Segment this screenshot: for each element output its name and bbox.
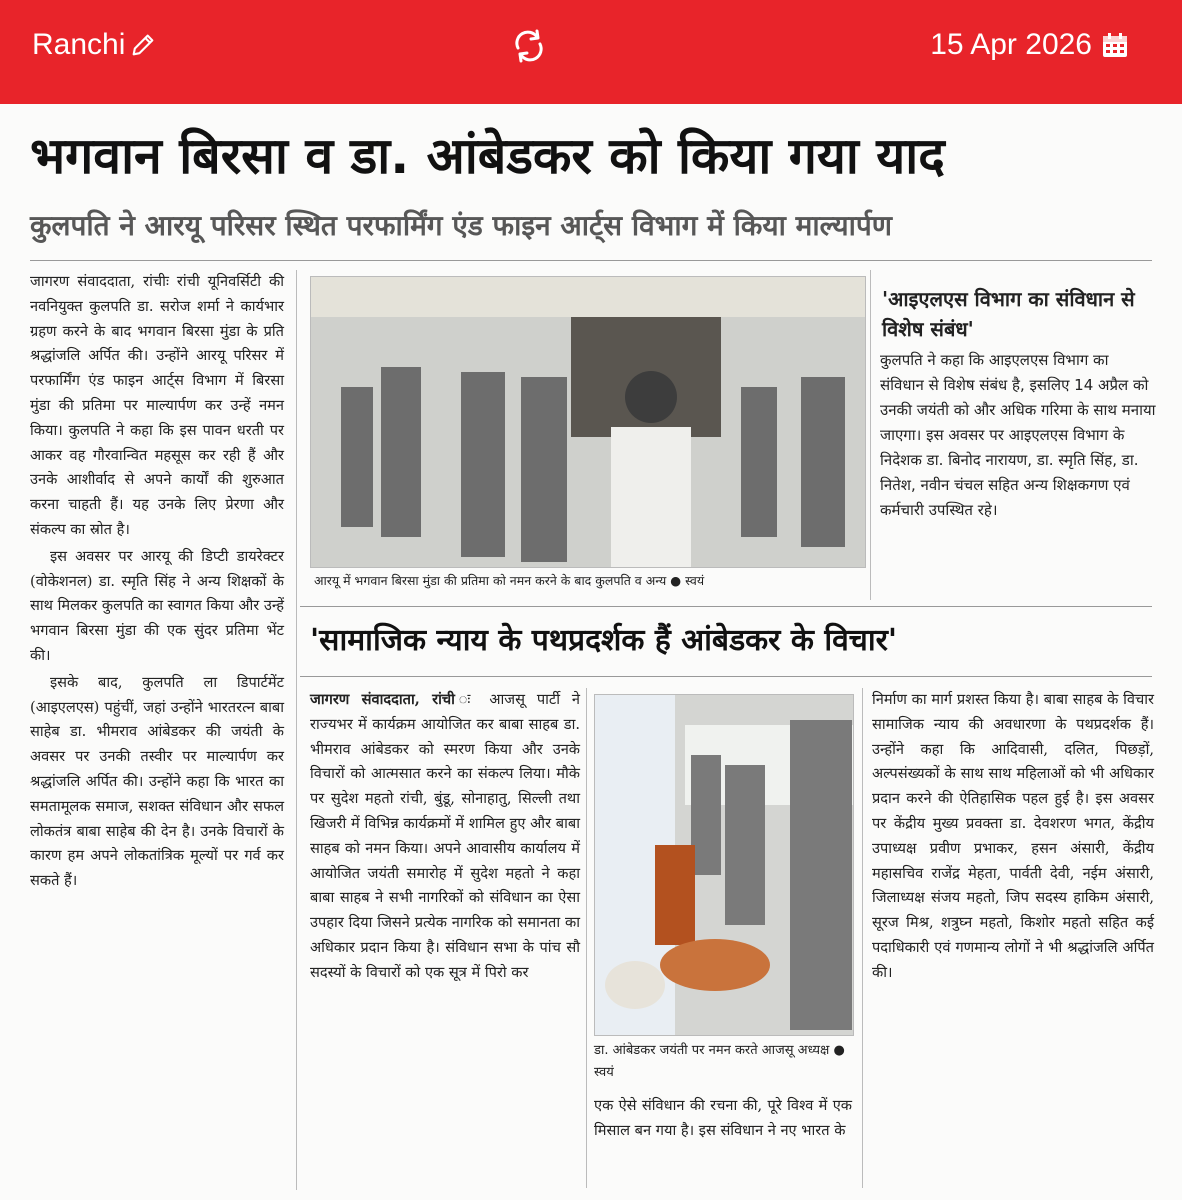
refresh-icon[interactable] <box>509 26 549 66</box>
dateline: जागरण संवाददाता, रांची <box>310 691 455 708</box>
paragraph: एक ऐसे संविधान की रचना की, पूरे विश्व में एक मिसाल बन गया है। इस संविधान ने नए भारत के <box>594 1097 852 1139</box>
box-headline: 'आइएलएस विभाग का संविधान से विशेष संबंध' <box>882 287 1135 341</box>
article-headline: भगवान बिरसा व डा. आंबेडकर को किया गया याद <box>30 127 945 185</box>
city-selector[interactable] <box>32 28 157 62</box>
paragraph: इसके बाद, कुलपति ला डिपार्टमेंट (आइएलएस) पहुंचीं, जहां उन्होंने भारतरत्न बाबा साहेब डा. भीमराव आंबेडकर की जयंती के अवसर पर उनकी तस्वीर पर माल्यार्पण कर श्रद्धांजलि अर्पित की। उन्होंने कहा कि भारत का समतामूलक समाज, सशक्त संविधान और सफल लोकतंत्र बाबा साहेब की देन है। उनके विचारों के कारण हम अपने लोकतांत्रिक मूल्यों पर गर्व कर सकते हैं। <box>30 673 284 890</box>
article2-headline: 'सामाजिक न्याय के पथप्रदर्शक हैं आंबेडकर के विचार' <box>310 623 898 658</box>
article-subheadline: कुलपति ने आरयू परिसर स्थित परफार्मिंग एंड फाइन आर्ट्स विभाग में किया माल्यार्पण <box>30 209 893 242</box>
paragraph: निर्माण का मार्ग प्रशस्त किया है। बाबा साहब के विचार सामाजिक न्याय की अवधारणा के पथप्रदर्शक हैं। उन्होंने कहा कि आदिवासी, दलित, पिछड़ों, अल्पसंख्यकों के साथ साथ महिलाओं को भी अधिकार प्रदान करने की ऐतिहासिक पहल हुई है। इस अवसर पर केंद्रीय मुख्य प्रवक्ता डा. देवशरण भगत, केंद्रीय उपाध्यक्ष प्रवीण प्रभाकर, हसन अंसारी, केंद्रीय महासचिव राजेंद्र मेहता, पार्वती देवी, नईम अंसारी, जिलाध्यक्ष संजय महतो, जिप सदस्य हाकिम अंसारी, सूरज मिश्र, शत्रुघ्न महतो, किशोर महतो सहित कई पदाधिकारी एवं गणमान्य लोगों ने भी श्रद्धांजलि अर्पित की। <box>872 691 1154 981</box>
article-column-1 <box>30 270 284 894</box>
divider <box>300 606 1152 607</box>
box-text: कुलपति ने कहा कि आइएलएस विभाग का संविधान से विशेष संबंध है, इसलिए 14 अप्रैल को उनकी जयंती को और अधिक गरिमा के साथ मनाया जाएगा। इस अवसर पर आइएलएस विभाग के निदेशक डा. बिनोद नारायण, डा. स्मृति सिंह, डा. नितेश, नवीन चंचल सहित अन्य शिक्षकगण एवं कर्मचारी उपस्थित रहे। <box>880 351 1156 519</box>
divider <box>30 260 1152 261</box>
paragraph: इस अवसर पर आरयू की डिप्टी डायरेक्टर (वोकेशनल) डा. स्मृति सिंह ने अन्य शिक्षकों के साथ मिलकर कुलपति का स्वागत किया और उन्हें भगवान बिरसा मुंडा की एक सुंदर प्रतिमा भेंट की। <box>30 547 284 664</box>
column-divider <box>586 688 587 1188</box>
photo-placeholder <box>311 277 865 567</box>
top-app-bar <box>0 0 1182 104</box>
pencil-icon <box>129 31 157 59</box>
paragraph: जागरण संवाददाता, रांचीः रांची यूनिवर्सिटी की नवनियुक्त कुलपति डा. सरोज शर्मा ने कार्यभार ग्रहण करने के बाद भगवान बिरसा मुंडा के प्रति श्रद्धांजलि अर्पित की। उन्होंने आरयू परिसर में परफार्मिंग एंड फाइन आर्ट्स विभाग में बिरसा मुंडा की प्रतिमा पर माल्यार्पण कर उन्हें नमन किया। कुलपति ने कहा कि इस पावन धरती पर आकर वह गौरवान्वित महसूस कर रही हैं और उनके आशीर्वाद से अपने कार्यों की शुरुआत करना चाहती हैं। यह उनके लिए प्रेरणा और संकल्प का स्रोत है। <box>30 273 284 538</box>
edition-date: 15 Apr 2026 <box>930 28 1092 61</box>
photo-birsa-munda-statue <box>310 276 866 568</box>
photo-ambedkar-tribute <box>594 694 854 1036</box>
photo-caption: आरयू में भगवान बिरसा मुंडा की प्रतिमा को नमन करने के बाद कुलपति व अन्य ● स्वयं <box>314 573 705 588</box>
article2-column-2 <box>594 1094 852 1144</box>
column-divider <box>296 270 297 1190</box>
article2-column-1 <box>310 688 580 986</box>
calendar-icon <box>1100 30 1130 60</box>
column-divider <box>862 688 863 1188</box>
city-label: Ranchi <box>32 28 126 61</box>
article2-column-3 <box>872 688 1154 986</box>
paragraph: ः आजसू पार्टी ने राज्यभर में कार्यक्रम आयोजित कर बाबा साहब डा. भीमराव आंबेडकर को स्मरण किया और उनके विचारों को आत्मसात करने का संकल्प लिया। मौके पर सुदेश महतो रांची, बुंडू, सोनाहातु, सिल्ली तथा खिजरी में विभिन्न कार्यक्रमों में शामिल हुए और बाबा साहब को नमन किया। अपने आवासीय कार्यालय में आयोजित जयंती समारोह में सुदेश महतो ने कहा बाबा साहब ने सभी नागरिकों को संविधान का ऐसा उपहार दिया जिसने प्रत्येक नागरिक को समानता का अधिकार प्रदान किया है। संविधान सभा के पांच सौ सदस्यों के विचारों को एक सूत्र में पिरो कर <box>310 691 580 981</box>
photo-caption: डा. आंबेडकर जयंती पर नमन करते आजसू अध्यक्ष ● स्वयं <box>594 1043 845 1080</box>
column-divider <box>870 270 871 600</box>
epaper-clipping[interactable] <box>0 104 1182 1200</box>
divider <box>300 676 1152 677</box>
date-selector[interactable] <box>930 28 1130 62</box>
photo-placeholder <box>595 695 853 1035</box>
